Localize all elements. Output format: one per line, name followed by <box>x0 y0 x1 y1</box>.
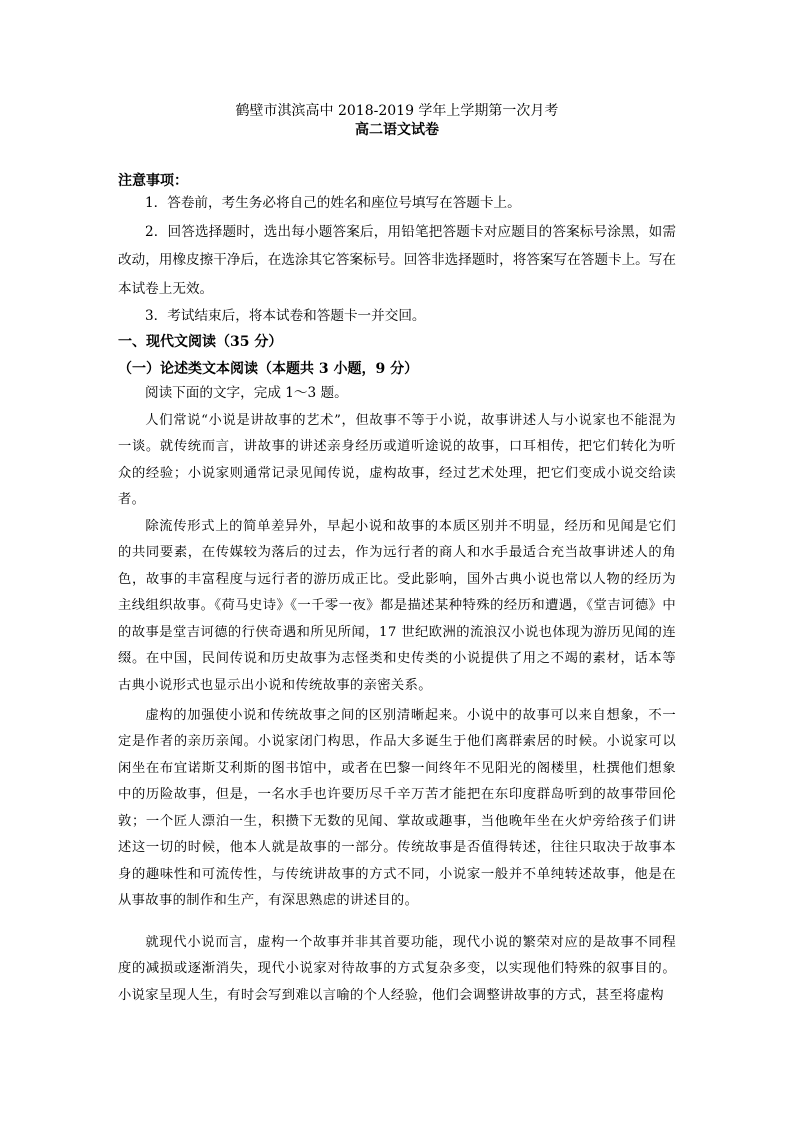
section-heading: 一、现代文阅读（35 分） <box>118 334 283 350</box>
subsection-heading: （一）论述类文本阅读（本题共 3 小题，9 分） <box>118 361 419 377</box>
notes-item-1-text: 1．答卷前，考生务必将自己的姓名和座位号填写在答题卡上。 <box>145 195 521 211</box>
notes-item-2 <box>118 218 676 303</box>
passage-paragraph-4 <box>118 930 676 1009</box>
exam-title: 鹤壁市淇滨高中 2018-2019 学年上学期第一次月考 <box>235 103 559 119</box>
exam-subtitle: 高二语文试卷 <box>355 122 439 138</box>
passage-paragraph-3 <box>118 703 676 915</box>
passage-paragraph-4-text: 就现代小说而言，虚构一个故事并非其首要功能，现代小说的繁荣对应的是故事不同程度的减损或逐渐消失，现代小说家对待故事的方式复杂多变，以实现他们特殊的叙事目的。小说家呈现人生，有时会写到难以言喻的个人经验，他们会调整讲故事的方式，甚至将虚构 <box>118 935 676 1003</box>
notes-heading: 注意事项： <box>118 173 188 189</box>
passage-paragraph-3-text: 虚构的加强使小说和传统故事之间的区别清晰起来。小说中的故事可以来自想象，不一定是作者的亲历亲闻。小说家闭门构思，作品大多诞生于他们离群索居的时候。小说家可以闲坐在布宜诺斯艾利斯的图书馆中，或者在巴黎一间终年不见阳光的阁楼里，杜撰他们想象中的历险故事，但是，一名水手也许要历尽千辛万苦才能把在东印度群岛听到的故事带回伦敦；一个匠人漂泊一生，积攒下无数的见闻、掌故或趣事，当他晚年坐在火炉旁给孩子们讲述这一切的时候，他本人就是故事的一部分。传统故事是否值得转述，往往只取决于故事本身的趣味性和可流传性，与传统讲故事的方式不同，小说家一般并不单纯转述故事，他是在从事故事的制作和生产，有深思熟虑的讲述目的。 <box>118 708 676 909</box>
notes-item-2-text: 2．回答选择题时，选出每小题答案后，用铅笔把答题卡对应题目的答案标号涂黑，如需改动，用橡皮擦干净后，在选涂其它答案标号。回答非选择题时，将答案写在答题卡上。写在本试卷上无效。 <box>118 224 676 297</box>
passage-paragraph-2 <box>118 514 676 699</box>
passage-paragraph-1-text: 人们常说“小说是讲故事的艺术”，但故事不等于小说，故事讲述人与小说家也不能混为一谈。就传统而言，讲故事的讲述亲身经历或道听途说的故事，口耳相传，把它们转化为听众的经验；小说家则通常记录见闻传说，虚构故事，经过艺术处理，把它们变成小说交给读者。 <box>118 413 676 508</box>
notes-item-3 <box>118 302 676 330</box>
reading-instruction-text: 阅读下面的文字，完成 1～3 题。 <box>145 385 348 401</box>
passage-paragraph-2-text: 除流传形式上的简单差异外，早起小说和故事的本质区别并不明显，经历和见闻是它们的共同要素，在传媒较为落后的过去，作为远行者的商人和水手最适合充当故事讲述人的角色，故事的丰富程度与远行者的游历成正比。受此影响，国外古典小说也常以人物的经历为主线组织故事。《荷马史诗》《一千零一夜》都是描述某种特殊的经历和遭遇，《堂吉诃德》中的故事是堂吉诃德的行侠奇遇和所见所闻，17 世纪欧洲的流浪汉小说也体现为游历见闻的连缀。在中国，民间传说和历史故事为志怪类和史传类的小说提供了用之不竭的素材，话本等古典小说形式也显示出小说和传统故事的亲密关系。 <box>118 519 676 693</box>
notes-item-3-text: 3．考试结束后，将本试卷和答题卡一并交回。 <box>145 308 426 324</box>
passage-paragraph-1 <box>118 408 676 514</box>
reading-instruction <box>118 379 676 407</box>
notes-item-1 <box>118 189 676 217</box>
